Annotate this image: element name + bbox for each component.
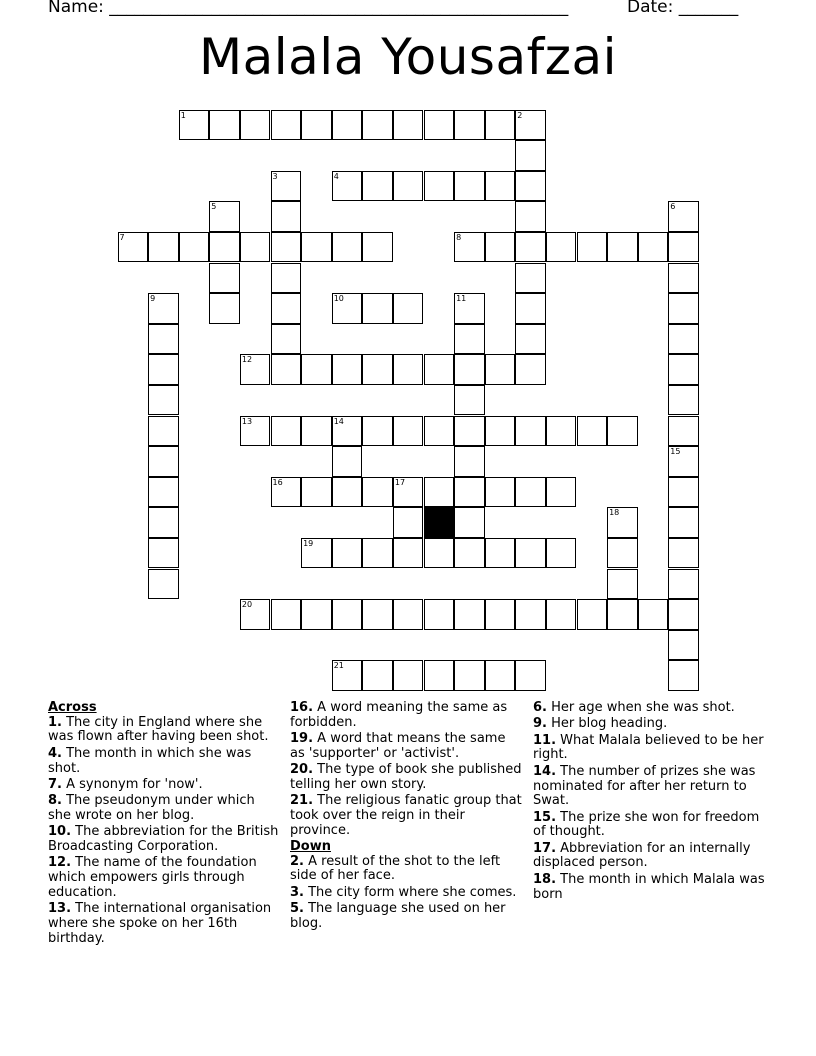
clue-item-text: The religious fanatic group that took over the reign in their province. — [290, 793, 522, 838]
grid-cell[interactable] — [546, 599, 577, 630]
clue-number: 15 — [670, 447, 681, 457]
clue-number: 21 — [333, 661, 344, 671]
grid-cell[interactable] — [668, 538, 699, 569]
grid-cell[interactable] — [271, 171, 302, 202]
grid-cell[interactable] — [240, 599, 271, 630]
grid-cell[interactable] — [485, 354, 516, 385]
clue-item — [290, 701, 522, 730]
grid-cell[interactable] — [454, 324, 485, 355]
clue-item-number: 3. — [290, 884, 304, 900]
clue-item-number: 4. — [48, 745, 62, 761]
grid-cell[interactable] — [638, 232, 669, 263]
grid-cell[interactable] — [301, 110, 332, 141]
clue-item — [290, 855, 522, 884]
black-cell — [424, 507, 455, 538]
grid-cell[interactable] — [607, 599, 638, 630]
clue-item — [48, 747, 280, 776]
grid-cell[interactable] — [332, 446, 363, 477]
grid-cell[interactable] — [393, 110, 424, 141]
grid-cell[interactable] — [515, 354, 546, 385]
clue-number: 1 — [180, 110, 186, 120]
grid-cell[interactable] — [301, 477, 332, 508]
grid-cell[interactable] — [209, 110, 240, 141]
grid-cell[interactable] — [424, 599, 455, 630]
grid-cell[interactable] — [454, 599, 485, 630]
grid-cell[interactable] — [485, 171, 516, 202]
grid-cell[interactable] — [271, 477, 302, 508]
grid-cell[interactable] — [515, 263, 546, 294]
clue-item — [533, 842, 765, 871]
grid-cell[interactable] — [607, 507, 638, 538]
clue-item — [48, 794, 280, 823]
grid-cell[interactable] — [668, 507, 699, 538]
clue-item-text: The city in England where she was flown after having been shot. — [48, 714, 269, 745]
grid-cell[interactable] — [668, 599, 699, 630]
clue-item-number: 19. — [290, 731, 314, 747]
grid-cell[interactable] — [271, 263, 302, 294]
clue-item-number: 6. — [533, 700, 547, 715]
grid-cell[interactable] — [271, 201, 302, 232]
clue-item-text: A word that means the same as 'supporter' or 'activist'. — [290, 731, 506, 761]
clue-item — [48, 778, 280, 793]
grid-cell[interactable] — [668, 201, 699, 232]
grid-cell[interactable] — [454, 660, 485, 691]
clue-item-number: 11. — [533, 732, 557, 748]
clue-number: 20 — [241, 600, 253, 610]
clue-item-text: The name of the foundation which empowers girls through education. — [48, 855, 257, 900]
grid-cell[interactable] — [240, 354, 271, 385]
grid-cell[interactable] — [362, 660, 393, 691]
clue-number: 11 — [456, 294, 467, 304]
grid-cell[interactable] — [332, 171, 363, 202]
grid-cell[interactable] — [393, 293, 424, 324]
grid-cell[interactable] — [454, 171, 485, 202]
clue-item-number: 14. — [533, 763, 557, 779]
grid-cell[interactable] — [148, 293, 179, 324]
clue-number: 19 — [303, 538, 314, 548]
clue-item-number: 17. — [533, 840, 557, 856]
clue-item-text: The language she used on her blog. — [290, 901, 506, 931]
clues-column-3 — [533, 701, 765, 904]
grid-cell[interactable] — [332, 293, 363, 324]
grid-cell[interactable] — [577, 599, 608, 630]
clue-item-text: The month in which she was shot. — [48, 745, 252, 776]
grid-cell[interactable] — [454, 538, 485, 569]
grid-cell[interactable] — [515, 171, 546, 202]
clue-item — [290, 886, 522, 901]
grid-cell[interactable] — [515, 538, 546, 569]
grid-cell[interactable] — [332, 354, 363, 385]
grid-cell[interactable] — [240, 110, 271, 141]
clue-item-text: The month in which Malala was born — [533, 871, 765, 902]
clue-item — [290, 902, 522, 931]
grid-cell[interactable] — [485, 538, 516, 569]
clue-number: 9 — [150, 294, 156, 304]
clue-number: 16 — [272, 477, 283, 487]
clue-item — [48, 856, 280, 900]
clue-item — [48, 716, 280, 745]
grid-cell[interactable] — [546, 477, 577, 508]
grid-cell[interactable] — [301, 232, 332, 263]
grid-cell[interactable] — [668, 232, 699, 263]
grid-cell[interactable] — [668, 385, 699, 416]
clue-item-text: The city form where she comes. — [303, 884, 517, 900]
grid-cell[interactable] — [668, 477, 699, 508]
grid-cell[interactable] — [577, 416, 608, 447]
grid-cell[interactable] — [668, 324, 699, 355]
grid-cell[interactable] — [515, 324, 546, 355]
grid-cell[interactable] — [485, 599, 516, 630]
grid-cell[interactable] — [362, 477, 393, 508]
grid-cell[interactable] — [332, 232, 363, 263]
clue-item-number: 20. — [290, 762, 314, 778]
clue-item-text: The abbreviation for the British Broadcasting Corporation. — [48, 824, 279, 855]
grid-cell[interactable] — [393, 599, 424, 630]
grid-cell[interactable] — [271, 293, 302, 324]
grid-cell[interactable] — [668, 630, 699, 661]
grid-cell[interactable] — [515, 140, 546, 171]
clue-item — [533, 717, 765, 732]
grid-cell[interactable] — [332, 660, 363, 691]
clue-item-number: 5. — [290, 901, 304, 917]
grid-cell[interactable] — [393, 538, 424, 569]
grid-cell[interactable] — [454, 232, 485, 263]
grid-cell[interactable] — [485, 232, 516, 263]
grid-cell[interactable] — [148, 232, 179, 263]
clue-number: 2 — [517, 110, 523, 120]
grid-cell[interactable] — [607, 232, 638, 263]
grid-cell[interactable] — [271, 110, 302, 141]
clue-item-number: 2. — [290, 853, 304, 869]
grid-cell[interactable] — [393, 660, 424, 691]
clue-item — [48, 825, 280, 854]
grid-cell[interactable] — [424, 110, 455, 141]
grid-cell[interactable] — [393, 354, 424, 385]
grid-cell[interactable] — [515, 477, 546, 508]
grid-cell[interactable] — [607, 569, 638, 600]
grid-cell[interactable] — [148, 569, 179, 600]
clue-item-text: Her blog heading. — [546, 716, 668, 732]
clue-number: 3 — [272, 171, 278, 181]
grid-cell[interactable] — [668, 446, 699, 477]
grid-cell[interactable] — [332, 416, 363, 447]
clue-item-text: The number of prizes she was nominated for after her return to Swat. — [533, 763, 756, 809]
clue-item-number: 15. — [533, 809, 557, 825]
grid-cell[interactable] — [209, 293, 240, 324]
grid-cell[interactable] — [148, 507, 179, 538]
clue-item — [533, 811, 765, 840]
grid-cell[interactable] — [515, 599, 546, 630]
clue-item-text: The pseudonym under which she wrote on her blog. — [48, 793, 255, 823]
grid-cell[interactable] — [301, 416, 332, 447]
clue-item-text: What Malala believed to be her right. — [533, 732, 764, 763]
grid-cell[interactable] — [454, 293, 485, 324]
grid-cell[interactable] — [209, 232, 240, 263]
clue-item — [533, 734, 765, 763]
clue-number: 4 — [333, 171, 339, 181]
page-title: Malala Yousafzai — [199, 28, 617, 86]
clue-item-text: Abbreviation for an internally displaced person. — [533, 840, 751, 871]
grid-cell[interactable] — [515, 232, 546, 263]
grid-cell[interactable] — [668, 293, 699, 324]
grid-cell[interactable] — [148, 385, 179, 416]
clue-item-number: 1. — [48, 714, 62, 730]
clue-item-text: The prize she won for freedom of thought. — [533, 809, 760, 840]
grid-cell[interactable] — [668, 354, 699, 385]
grid-cell[interactable] — [332, 538, 363, 569]
grid-cell[interactable] — [362, 171, 393, 202]
grid-cell[interactable] — [179, 232, 210, 263]
grid-cell[interactable] — [515, 293, 546, 324]
grid-cell[interactable] — [271, 354, 302, 385]
clue-item-text: A synonym for 'now'. — [61, 776, 203, 792]
grid-cell[interactable] — [393, 416, 424, 447]
grid-cell[interactable] — [607, 416, 638, 447]
grid-cell[interactable] — [271, 232, 302, 263]
clue-heading: Across — [48, 700, 97, 715]
grid-cell[interactable] — [577, 232, 608, 263]
clue-item-number: 18. — [533, 871, 557, 887]
grid-cell[interactable] — [148, 446, 179, 477]
grid-cell[interactable] — [424, 416, 455, 447]
grid-cell[interactable] — [301, 538, 332, 569]
grid-cell[interactable] — [515, 201, 546, 232]
grid-cell[interactable] — [332, 477, 363, 508]
grid-cell[interactable] — [332, 599, 363, 630]
clue-number: 7 — [119, 232, 125, 242]
grid-cell[interactable] — [209, 263, 240, 294]
clue-item — [533, 701, 765, 716]
date-field[interactable]: Date: _______ — [627, 0, 739, 17]
clue-item-number: 8. — [48, 793, 62, 809]
clue-number: 8 — [456, 232, 462, 242]
grid-cell[interactable] — [301, 599, 332, 630]
grid-cell[interactable] — [546, 416, 577, 447]
clue-number: 10 — [333, 294, 344, 304]
grid-cell[interactable] — [668, 569, 699, 600]
clues-column-2 — [290, 701, 522, 933]
clue-item — [290, 732, 522, 761]
clue-number: 14 — [333, 416, 344, 426]
clue-item-text: A result of the shot to the left side of her face. — [290, 853, 501, 884]
clue-item-text: Her age when she was shot. — [546, 700, 735, 715]
grid-cell[interactable] — [148, 477, 179, 508]
grid-cell[interactable] — [362, 110, 393, 141]
grid-cell[interactable] — [240, 416, 271, 447]
grid-cell[interactable] — [424, 171, 455, 202]
grid-cell[interactable] — [209, 201, 240, 232]
clue-item-text: The type of book she published telling her own story. — [290, 762, 522, 792]
grid-cell[interactable] — [332, 110, 363, 141]
grid-cell[interactable] — [515, 660, 546, 691]
grid-cell[interactable] — [301, 354, 332, 385]
clue-number: 17 — [394, 477, 406, 487]
grid-cell[interactable] — [271, 324, 302, 355]
grid-cell[interactable] — [454, 354, 485, 385]
grid-cell[interactable] — [424, 660, 455, 691]
clue-item-number: 10. — [48, 824, 72, 840]
clue-item — [290, 763, 522, 792]
clue-number: 5 — [211, 202, 217, 212]
grid-cell[interactable] — [148, 354, 179, 385]
grid-cell[interactable] — [454, 507, 485, 538]
grid-cell[interactable] — [454, 110, 485, 141]
grid-cell[interactable] — [668, 660, 699, 691]
clue-number: 6 — [670, 202, 676, 212]
grid-cell[interactable] — [148, 324, 179, 355]
grid-cell[interactable] — [118, 232, 149, 263]
grid-cell[interactable] — [515, 416, 546, 447]
clue-item-number: 21. — [290, 793, 314, 809]
grid-cell[interactable] — [668, 263, 699, 294]
grid-cell[interactable] — [148, 538, 179, 569]
grid-cell[interactable] — [393, 477, 424, 508]
grid-cell[interactable] — [454, 477, 485, 508]
grid-cell[interactable] — [485, 416, 516, 447]
clue-item — [533, 765, 765, 809]
grid-cell[interactable] — [424, 477, 455, 508]
clue-number: 18 — [609, 508, 620, 518]
grid-cell[interactable] — [393, 507, 424, 538]
grid-cell[interactable] — [271, 599, 302, 630]
grid-cell[interactable] — [148, 416, 179, 447]
grid-cell[interactable] — [454, 416, 485, 447]
clue-item-number: 9. — [533, 716, 547, 732]
clue-item-number: 7. — [48, 776, 62, 792]
clue-number: 12 — [241, 355, 253, 365]
grid-cell[interactable] — [424, 538, 455, 569]
grid-cell[interactable] — [362, 354, 393, 385]
grid-cell[interactable] — [362, 416, 393, 447]
grid-cell[interactable] — [638, 599, 669, 630]
grid-cell[interactable] — [240, 232, 271, 263]
grid-cell[interactable] — [546, 232, 577, 263]
grid-cell[interactable] — [546, 538, 577, 569]
clue-item-text: A word meaning the same as forbidden. — [290, 700, 508, 730]
grid-cell[interactable] — [485, 660, 516, 691]
clue-item — [533, 873, 765, 902]
grid-cell[interactable] — [179, 110, 210, 141]
grid-cell[interactable] — [515, 110, 546, 141]
clue-heading: Down — [290, 839, 331, 855]
grid-cell[interactable] — [424, 354, 455, 385]
clue-item-number: 13. — [48, 901, 72, 917]
grid-cell[interactable] — [454, 385, 485, 416]
grid-cell[interactable] — [485, 477, 516, 508]
clues-column-1 — [48, 701, 280, 948]
grid-cell[interactable] — [362, 538, 393, 569]
grid-cell[interactable] — [668, 416, 699, 447]
grid-cell[interactable] — [454, 446, 485, 477]
grid-cell[interactable] — [271, 416, 302, 447]
grid-cell[interactable] — [485, 110, 516, 141]
clue-number: 13 — [241, 416, 253, 426]
name-field[interactable]: Name: ______________________________________________________ — [48, 0, 569, 17]
grid-cell[interactable] — [362, 232, 393, 263]
grid-cell[interactable] — [362, 293, 393, 324]
clue-item-text: The international organisation where she spoke on her 16th birthday. — [48, 901, 272, 946]
grid-cell[interactable] — [393, 171, 424, 202]
grid-cell[interactable] — [362, 599, 393, 630]
clue-item — [290, 794, 522, 838]
clue-item-number: 16. — [290, 700, 314, 715]
clue-item-number: 12. — [48, 855, 72, 871]
grid-cell[interactable] — [607, 538, 638, 569]
clue-item — [48, 902, 280, 946]
